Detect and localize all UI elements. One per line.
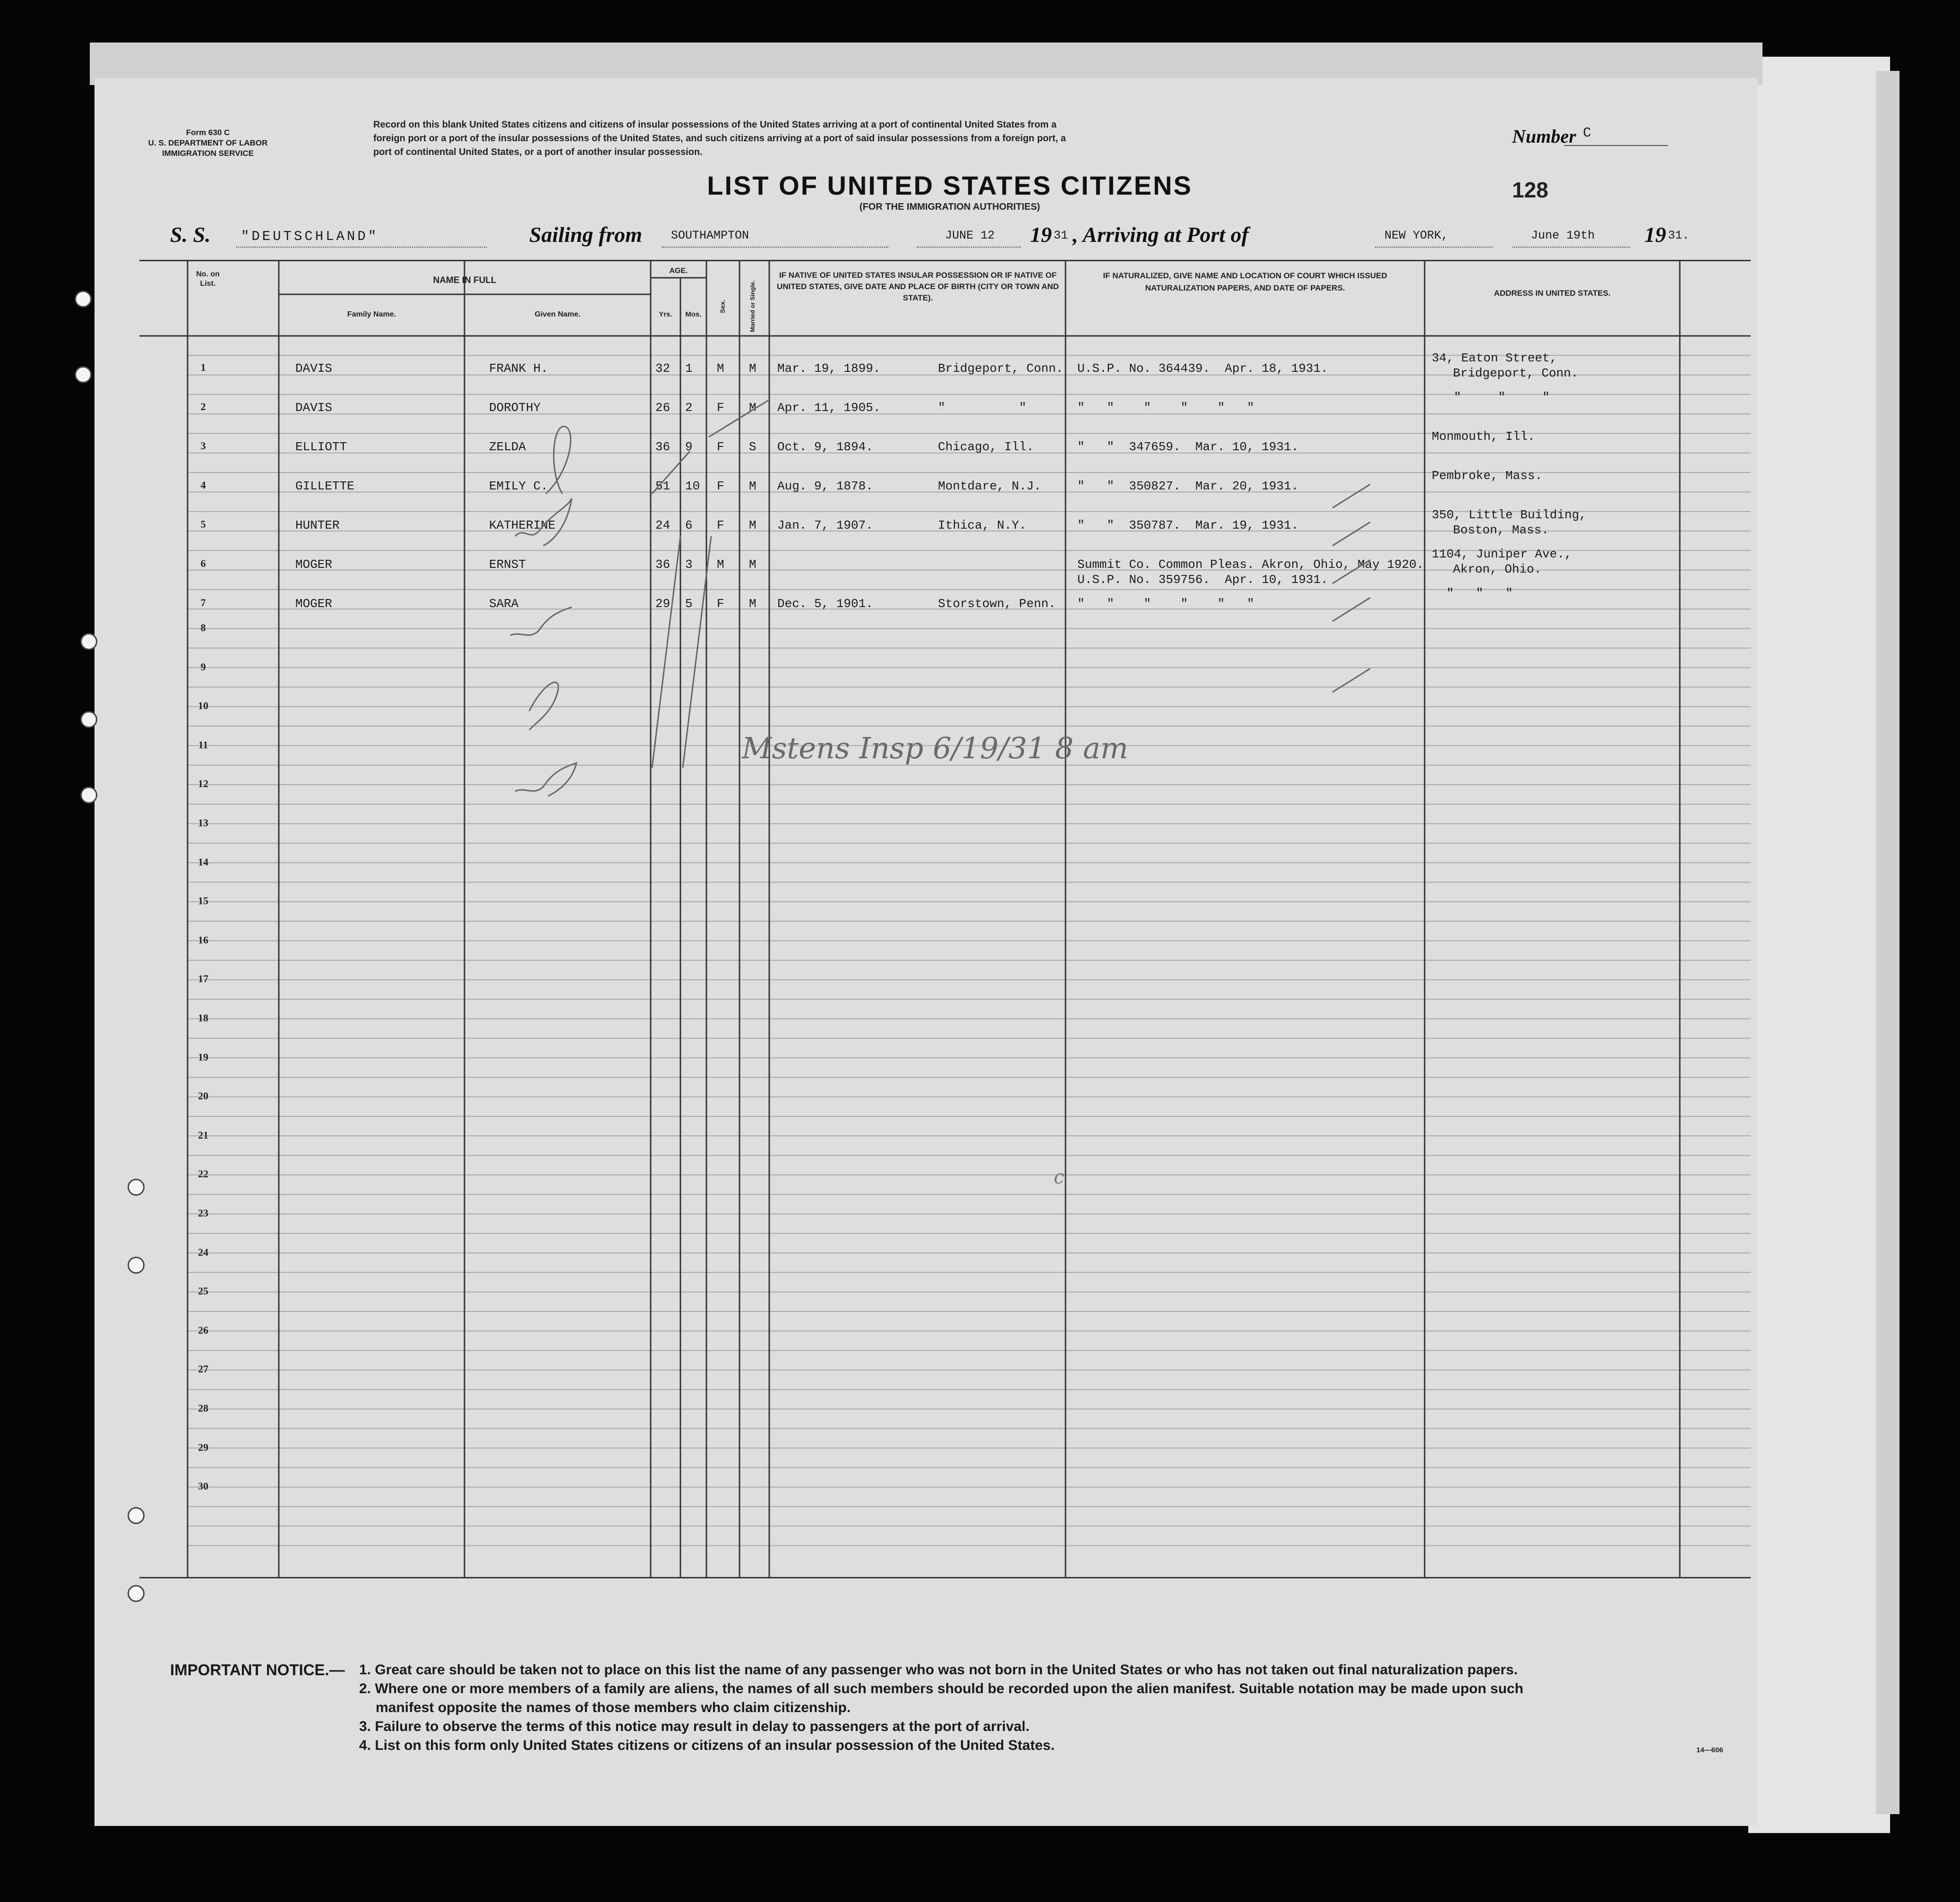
- age-years: 24: [655, 518, 671, 532]
- empty-row-number: 19: [198, 1051, 208, 1063]
- number-value: C: [1583, 125, 1591, 141]
- form-number: Form 630 C: [186, 128, 230, 137]
- form-code: 14—606: [1696, 1746, 1723, 1754]
- birth-place: Ithica, N.Y.: [938, 518, 1027, 532]
- empty-row-number: 18: [198, 1012, 208, 1024]
- birth-place: Chicago, Ill.: [938, 440, 1034, 454]
- address-line: Bridgeport, Conn.: [1453, 366, 1579, 380]
- page-title: LIST OF UNITED STATES CITIZENS: [707, 171, 1193, 200]
- age-months: 9: [685, 440, 693, 454]
- ship-name: "DEUTSCHLAND": [241, 229, 379, 244]
- marital-status: M: [749, 479, 756, 493]
- number-underline: [1564, 145, 1668, 146]
- age-months: 5: [685, 597, 693, 611]
- instructions-block: [373, 118, 1545, 159]
- naturalization-line: " " 347659. Mar. 10, 1931.: [1077, 440, 1299, 454]
- handwritten-mark: c: [1054, 1166, 1065, 1188]
- back-page-edge: [1876, 71, 1900, 1814]
- family-name: GILLETTE: [295, 479, 354, 493]
- family-name: HUNTER: [295, 518, 340, 532]
- birth-place: Storstown, Penn.: [938, 597, 1056, 611]
- date-from-underline: [917, 247, 1021, 248]
- birth-date: Dec. 5, 1901.: [777, 597, 873, 611]
- row-number: 6: [200, 557, 206, 569]
- empty-row-number: 29: [198, 1441, 208, 1453]
- notice-item: 2. Where one or more members of a family are aliens, the names of all such members should be recorded upon the alien manifest. Suitable notation may be made upon such: [359, 1681, 1523, 1696]
- age-months: 1: [685, 361, 693, 376]
- binder-hole-icon: [75, 291, 92, 308]
- instruction-line: Record on this blank United States citizens and citizens of insular possessions of the United States arriving at a port of continental United States from a: [373, 120, 1057, 130]
- marital-status: M: [749, 518, 756, 532]
- birth-place: " ": [938, 401, 1027, 415]
- empty-row-number: 10: [198, 700, 208, 712]
- empty-row-number: 21: [198, 1129, 208, 1141]
- address-line: Pembroke, Mass.: [1432, 469, 1543, 483]
- age-months: 10: [685, 479, 700, 493]
- empty-row-number: 12: [198, 778, 208, 790]
- empty-row-number: 17: [198, 973, 208, 985]
- instruction-line: foreign port or a port of the insular possessions of the United States, and such citizens arriving at a port of said insular possessions from a foreign port, a: [373, 133, 1066, 144]
- row-number: 7: [200, 597, 206, 608]
- handwritten-clerk-note: Mstens Insp 6/19/31 8 am: [742, 731, 1128, 765]
- naturalization-line: " " " " " ": [1077, 401, 1255, 415]
- given-name: DOROTHY: [489, 401, 541, 415]
- family-name: MOGER: [295, 597, 333, 611]
- age-years: 29: [655, 597, 671, 611]
- notice-heading: IMPORTANT NOTICE.—: [170, 1661, 345, 1679]
- naturalization-line: Summit Co. Common Pleas. Akron, Ohio, May 1920.: [1077, 557, 1424, 572]
- address-line: Boston, Mass.: [1453, 523, 1549, 537]
- sex-value: F: [717, 440, 724, 454]
- ship-underline: [236, 247, 487, 248]
- empty-row-number: 27: [198, 1363, 208, 1375]
- binder-hole-icon: [128, 1507, 145, 1524]
- form-id-block: [137, 128, 279, 159]
- given-name: ERNST: [489, 557, 526, 572]
- col-header-naturalized: IF NATURALIZED, GIVE NAME AND LOCATION OF COURT WHICH ISSUED NATURALIZATION PAPERS, AND DATE OF PAPERS.: [1103, 271, 1387, 292]
- row-number: 5: [200, 518, 206, 530]
- empty-row-number: 8: [200, 622, 206, 634]
- sex-value: F: [717, 597, 724, 611]
- col-header-no: No. on List.: [196, 270, 220, 288]
- col-header-address: ADDRESS IN UNITED STATES.: [1494, 289, 1611, 298]
- notice-item: 3. Failure to observe the terms of this notice may result in delay to passengers at the port of arrival.: [359, 1719, 1030, 1734]
- sex-value: M: [717, 557, 724, 572]
- binder-hole-icon: [128, 1179, 145, 1196]
- empty-row-number: 15: [198, 895, 208, 907]
- col-header-birth: IF NATIVE OF UNITED STATES INSULAR POSSESSION OR IF NATIVE OF UNITED STATES, GIVE DATE AND PLACE OF BIRTH (CITY OR TOWN AND STATE).: [777, 271, 1059, 302]
- given-name: KATHERINE: [489, 518, 556, 532]
- age-years: 26: [655, 401, 671, 415]
- birth-date: Apr. 11, 1905.: [777, 401, 881, 415]
- birth-place: Bridgeport, Conn.: [938, 361, 1064, 376]
- sex-value: F: [717, 401, 724, 415]
- sex-value: M: [717, 361, 724, 376]
- given-name: FRANK H.: [489, 361, 548, 376]
- given-name: ZELDA: [489, 440, 526, 454]
- port-from-underline: [662, 247, 888, 248]
- naturalization-line: " " 350787. Mar. 19, 1931.: [1077, 518, 1299, 532]
- age-months: 3: [685, 557, 693, 572]
- age-years: 51: [655, 479, 671, 493]
- notice-item: 4. List on this form only United States citizens or citizens of an insular possession of the United States.: [359, 1738, 1055, 1753]
- instruction-line: port of continental United States, or a port of another insular possession.: [373, 147, 703, 157]
- marital-status: M: [749, 361, 756, 376]
- family-name: MOGER: [295, 557, 333, 572]
- family-name: ELLIOTT: [295, 440, 347, 454]
- empty-row-number: 30: [198, 1480, 208, 1492]
- naturalization-line: U.S.P. No. 359756. Apr. 10, 1931.: [1077, 573, 1328, 587]
- col-header-married: Married or Single.: [749, 280, 756, 332]
- address-line: " " ": [1432, 586, 1513, 600]
- ss-label: S. S.: [170, 223, 211, 247]
- table-row: [139, 351, 1751, 394]
- age-months: 2: [685, 401, 693, 415]
- marital-status: M: [749, 401, 756, 415]
- birth-date: Aug. 9, 1878.: [777, 479, 873, 493]
- marital-status: M: [749, 557, 756, 572]
- table-row: [139, 429, 1751, 472]
- department-name: U. S. DEPARTMENT OF LABOR: [148, 138, 268, 147]
- voyage-line: [170, 222, 1753, 260]
- port-to-underline: [1375, 247, 1493, 248]
- binder-hole-icon: [75, 366, 92, 383]
- binder-hole-icon: [128, 1585, 145, 1602]
- address-line: Monmouth, Ill.: [1432, 429, 1535, 444]
- empty-row-number: 23: [198, 1207, 208, 1219]
- age-years: 36: [655, 557, 671, 572]
- marital-status: M: [749, 597, 756, 611]
- given-name: SARA: [489, 597, 519, 611]
- col-header-family: Family Name.: [347, 310, 396, 318]
- row-number: 3: [200, 440, 206, 452]
- birth-place: Montdare, N.J.: [938, 479, 1041, 493]
- empty-row-number: 16: [198, 934, 208, 946]
- sex-value: F: [717, 479, 724, 493]
- page-subtitle: (FOR THE IMMIGRATION AUTHORITIES): [859, 202, 1040, 212]
- naturalization-line: " " " " " ": [1077, 597, 1255, 611]
- manifest-sheet: [95, 78, 1758, 1826]
- address-line: 350, Little Building,: [1432, 508, 1587, 522]
- table-row: [139, 547, 1751, 590]
- port-to: NEW YORK,: [1384, 229, 1449, 242]
- age-years: 36: [655, 440, 671, 454]
- naturalization-line: U.S.P. No. 364439. Apr. 18, 1931.: [1077, 361, 1328, 376]
- empty-row-number: 20: [198, 1090, 208, 1102]
- sex-value: F: [717, 518, 724, 532]
- sailing-label: Sailing from: [529, 223, 643, 247]
- table-row: [139, 586, 1751, 629]
- age-years: 32: [655, 361, 671, 376]
- col-header-mos: Mos.: [685, 310, 702, 318]
- address-line: " " ": [1432, 390, 1550, 404]
- notice-item: 1. Great care should be taken not to place on this list the name of any passenger who was not born in the United States or who has not taken out final naturalization papers.: [359, 1662, 1518, 1678]
- col-header-given: Given Name.: [534, 310, 581, 318]
- row-number: 2: [200, 401, 206, 412]
- year-prefix-1: 19: [1030, 223, 1052, 247]
- col-header-name-in-full: NAME IN FULL: [433, 275, 497, 285]
- binder-hole-icon: [80, 787, 97, 804]
- row-number: 4: [200, 479, 206, 491]
- empty-row-number: 14: [198, 856, 208, 868]
- back-page-stack: [1748, 57, 1890, 1833]
- date-to: June 19th: [1531, 229, 1595, 242]
- binder-hole-icon: [80, 633, 97, 650]
- empty-row-number: 28: [198, 1402, 208, 1414]
- table-row: [139, 508, 1751, 551]
- notice-item: manifest opposite the names of those members who claim citizenship.: [376, 1700, 851, 1715]
- birth-date: Jan. 7, 1907.: [777, 518, 873, 532]
- empty-row-number: 11: [198, 738, 208, 751]
- empty-row-number: 25: [198, 1285, 208, 1297]
- port-from: SOUTHAMPTON: [671, 229, 749, 242]
- date-from: JUNE 12: [945, 229, 995, 242]
- empty-row-number: 13: [198, 817, 208, 829]
- family-name: DAVIS: [295, 361, 333, 376]
- birth-date: Oct. 9, 1894.: [777, 440, 873, 454]
- manifest-table: [139, 260, 1751, 1578]
- birth-date: Mar. 19, 1899.: [777, 361, 881, 376]
- table-row: [139, 469, 1751, 512]
- given-name: EMILY C.: [489, 479, 548, 493]
- address-line: 1104, Juniper Ave.,: [1432, 547, 1572, 561]
- empty-row-number: 22: [198, 1168, 208, 1180]
- address-line: 34, Eaton Street,: [1432, 351, 1557, 365]
- family-name: DAVIS: [295, 401, 333, 415]
- date-to-underline: [1512, 247, 1630, 248]
- empty-row-number: 9: [200, 660, 206, 673]
- age-months: 6: [685, 518, 693, 532]
- binder-hole-icon: [80, 711, 97, 728]
- naturalization-line: " " 350827. Mar. 20, 1931.: [1077, 479, 1299, 493]
- page-number: 128: [1512, 178, 1548, 202]
- empty-row-number: 24: [198, 1246, 208, 1258]
- year-prefix-2: 19: [1644, 223, 1666, 247]
- arriving-label: , Arriving at Port of: [1073, 223, 1249, 247]
- empty-row-number: 26: [198, 1324, 208, 1336]
- col-header-sex: Sex.: [719, 300, 726, 313]
- binder-hole-icon: [128, 1257, 145, 1274]
- table-row: [139, 390, 1751, 433]
- marital-status: S: [749, 440, 756, 454]
- col-header-age: AGE.: [669, 267, 688, 275]
- year-2: 31.: [1668, 229, 1690, 242]
- number-label: Number: [1512, 126, 1576, 147]
- year-1: 31: [1054, 229, 1068, 242]
- row-number: 1: [200, 361, 206, 373]
- service-name: IMMIGRATION SERVICE: [162, 149, 254, 158]
- address-line: Akron, Ohio.: [1453, 562, 1542, 576]
- col-header-yrs: Yrs.: [659, 310, 672, 318]
